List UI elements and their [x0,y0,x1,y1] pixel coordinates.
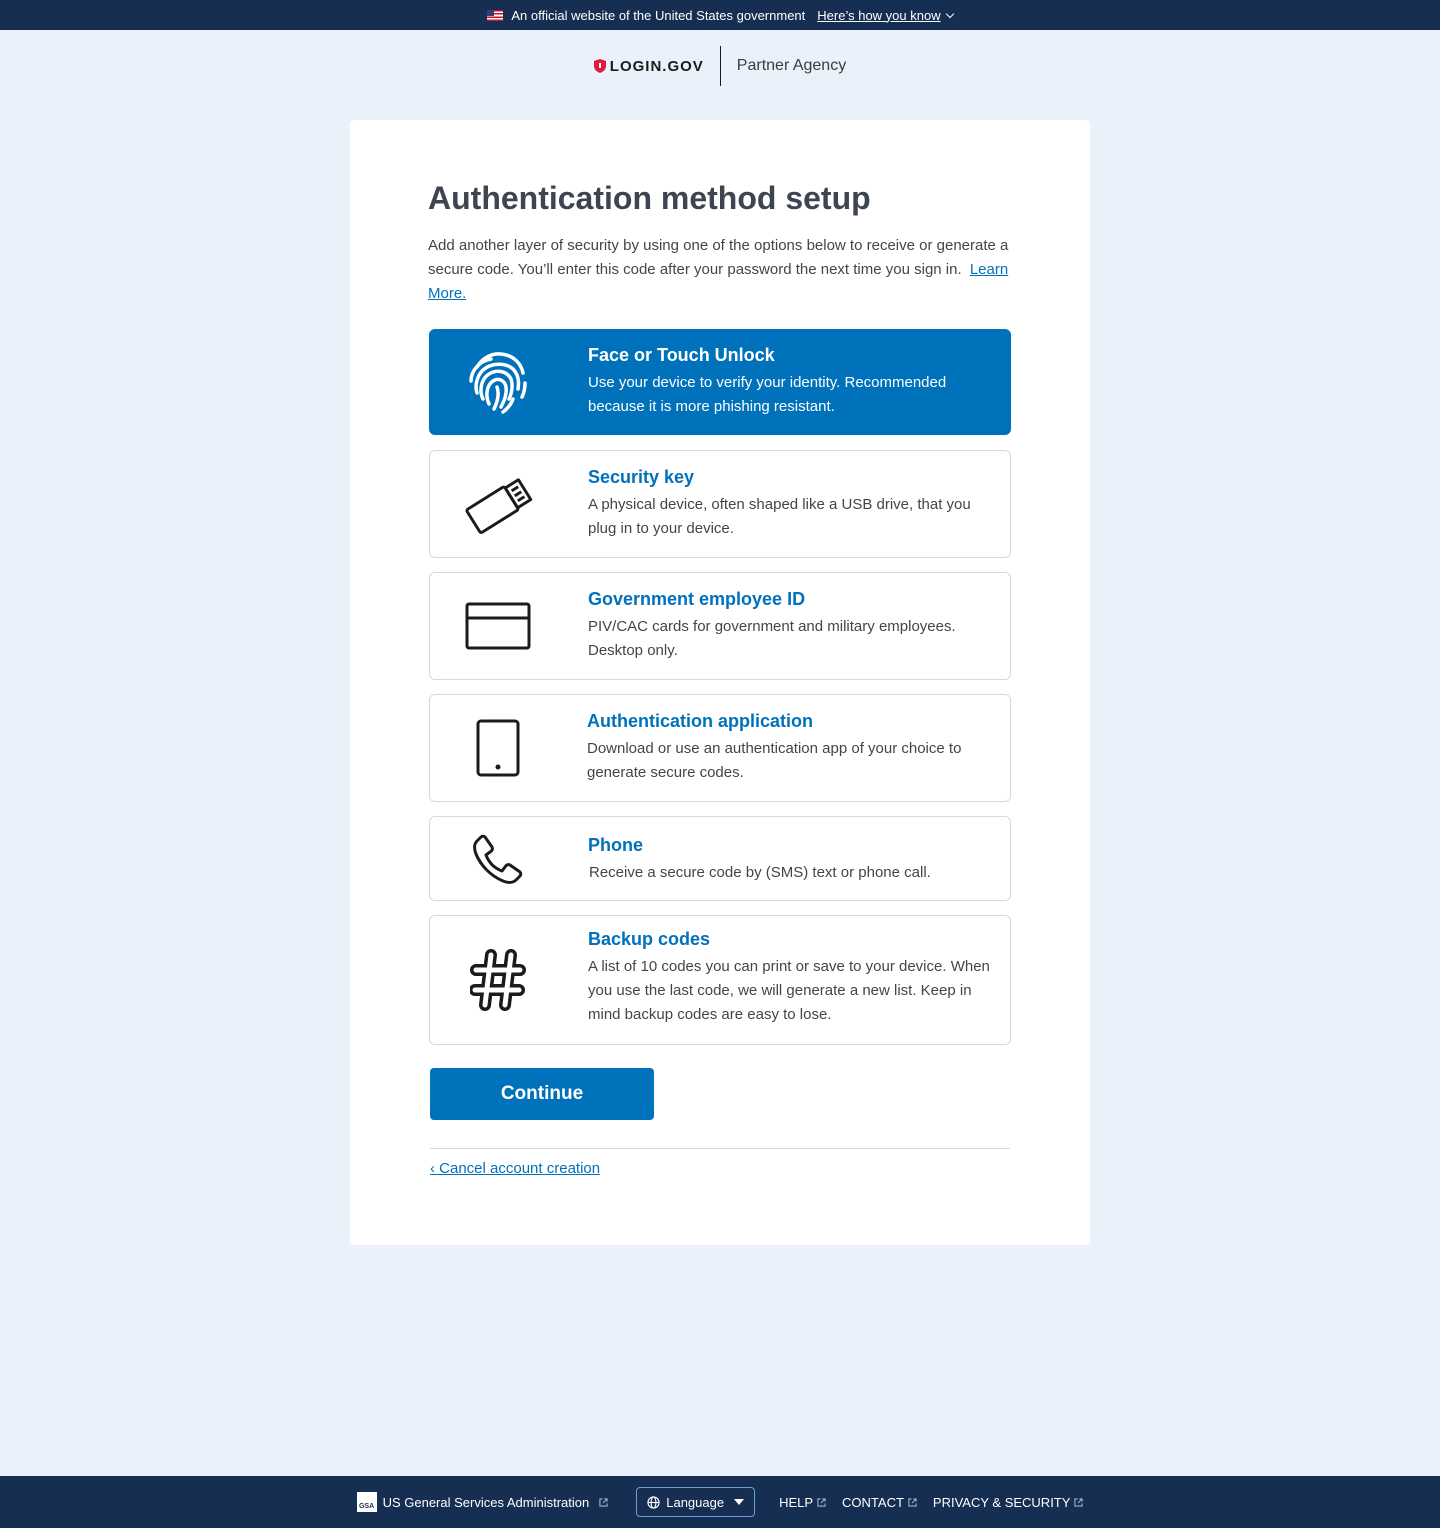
us-flag-icon [487,10,503,21]
partner-agency: Partner Agency [736,57,847,74]
option-title: Backup codes [588,929,711,949]
option-government-employee-id[interactable] [429,572,1011,680]
heres-how-you-know-link[interactable]: Here’s how you know [817,8,952,23]
option-desc: PIV/CAC cards for government and military employees. Desktop only. [588,618,956,659]
external-link-icon [599,1498,608,1507]
option-desc: Download or use an authentication app of your choice to generate secure codes. [587,740,962,781]
fingerprint-icon [462,346,534,418]
option-authentication-application[interactable] [429,694,1011,802]
option-title: Government employee ID [588,589,806,609]
main-card [350,120,1090,1245]
privacy-security-link[interactable]: PRIVACY & SECURITY [933,1495,1084,1510]
site-footer [0,1476,1440,1528]
login-gov-logo[interactable]: LOGIN.GOV [594,58,720,75]
shield-icon [594,59,606,73]
option-title: Authentication application [587,711,814,731]
banner-text: An official website of the United States government [511,7,806,23]
gsa-logo-icon: GSA [357,1492,377,1512]
option-desc: Use your device to verify your identity. Recommended because it is more phishing resistant. [588,374,947,415]
option-title: Phone [588,835,644,855]
chevron-down-icon [945,9,953,17]
learn-more-link[interactable]: Learn More. [428,261,1009,302]
option-title: Security key [588,467,695,487]
hash-icon [462,944,534,1016]
intro-text: Add another layer of security by using one of the options below to receive or generate a secure code. You’ll enter this code after your password the next time you sign in. Learn More. [428,237,1009,302]
help-link[interactable]: HELP [779,1495,826,1510]
external-link-icon [908,1498,917,1507]
caret-down-icon [734,1499,744,1505]
external-link-icon [1074,1498,1083,1507]
language-selector[interactable]: Language [636,1487,755,1517]
contact-link[interactable]: CONTACT [842,1495,917,1510]
option-backup-codes[interactable] [429,915,1011,1045]
cancel-account-creation-link[interactable]: ‹ Cancel account creation [430,1160,601,1177]
page-title: Authentication method setup [428,180,871,216]
id-card-icon [462,590,534,662]
external-link-icon [817,1498,826,1507]
globe-icon [647,1496,660,1509]
option-security-key[interactable] [429,450,1011,558]
option-face-touch-unlock[interactable] [429,329,1011,435]
security-key-icon [462,468,534,540]
divider [430,1148,1010,1149]
gsa-link[interactable]: GSA US General Services Administration [357,1492,609,1512]
gov-banner [0,0,1440,30]
tablet-icon [462,712,534,784]
option-desc: A list of 10 codes you can print or save to your device. When you use the last code, we will generate a new list. Keep in mind backup codes are easy to lose. [588,958,990,1023]
option-desc: A physical device, often shaped like a USB drive, that you plug in to your device. [588,496,971,537]
continue-button[interactable]: Continue [430,1068,654,1120]
site-header [0,45,1440,87]
option-title: Face or Touch Unlock [588,345,775,365]
option-desc: Receive a secure code by (SMS) text or phone call. [589,864,931,881]
phone-icon [462,823,534,895]
option-phone[interactable] [429,816,1011,901]
